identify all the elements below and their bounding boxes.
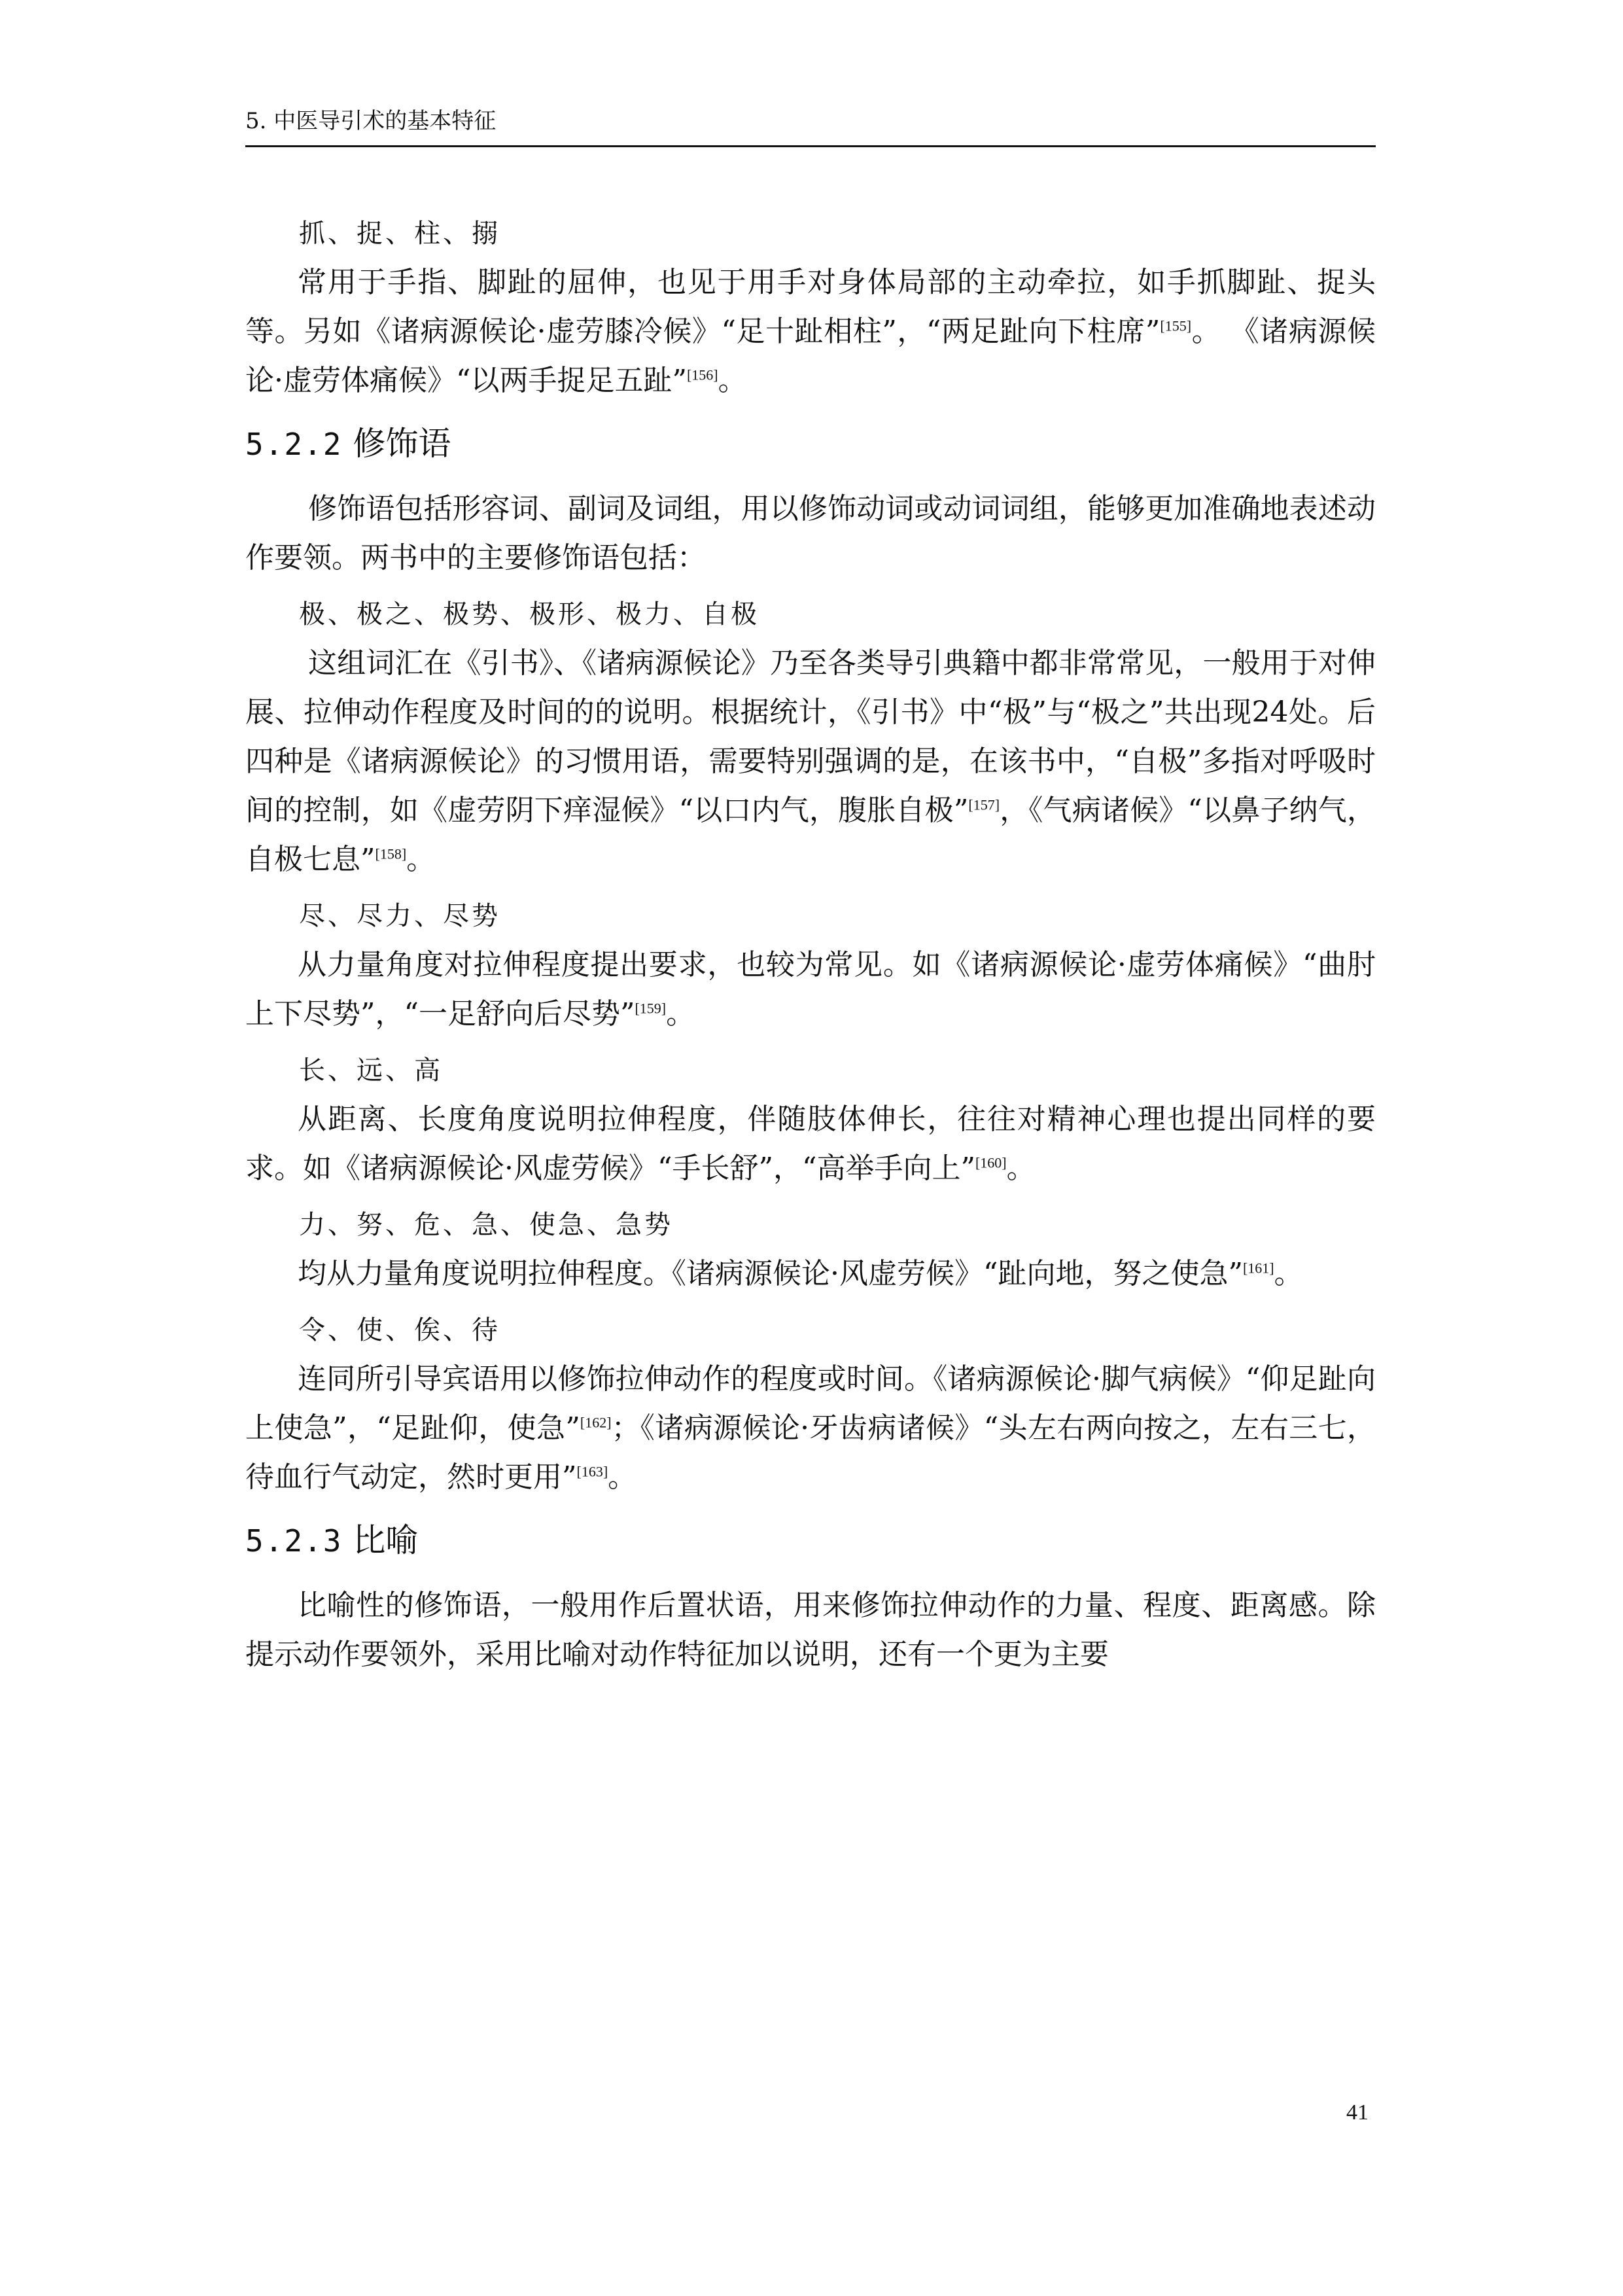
term-line: 长、远、高 xyxy=(299,1055,443,1086)
paragraph: 修饰语包括形容词、副词及词组，用以修饰动词或动词词组，能够更加准确地表述动作要领。两书中的主要修饰语包括： xyxy=(245,492,1376,574)
citation: [157] xyxy=(968,796,1000,813)
page-number: 41 xyxy=(1346,2100,1369,2125)
citation: [156] xyxy=(686,366,718,383)
term-line: 抓、捉、柱、搦 xyxy=(299,219,500,249)
header-rule xyxy=(245,145,1376,147)
citation: [161] xyxy=(1242,1260,1274,1277)
paragraph: 连同所引导宾语用以修饰拉伸动作的程度或时间。《诸病源候论·脚气病候》“仰足趾向上使急”，“足趾仰，使急”[162]；《诸病源候论·牙齿病诸候》“头左右两向按之，左右三七，待血行气动定，然时更用”[163]。 xyxy=(245,1362,1376,1494)
term-line: 尽、尽力、尽势 xyxy=(299,901,500,931)
citation: [162] xyxy=(580,1414,612,1431)
term-line: 令、使、俟、待 xyxy=(299,1315,500,1345)
paragraph: 从力量角度对拉伸程度提出要求，也较为常见。如《诸病源候论·虚劳体痛候》“曲肘上下尽势”，“一足舒向后尽势”[159]。 xyxy=(245,948,1376,1031)
running-header: 5. 中医导引术的基本特征 xyxy=(245,108,497,134)
citation: [155] xyxy=(1160,317,1192,334)
paragraph: 比喻性的修饰语，一般用作后置状语，用来修饰拉伸动作的力量、程度、距离感。除提示动作要领外，采用比喻对动作特征加以说明，还有一个更为主要 xyxy=(245,1589,1376,1671)
paragraph: 这组词汇在《引书》、《诸病源候论》乃至各类导引典籍中都非常常见，一般用于对伸展、拉伸动作程度及时间的的说明。根据统计，《引书》中“极”与“极之”共出现24处。后四种是《诸病源候论》的习惯用语，需要特别强调的是，在该书中，“自极”多指对呼吸时间的控制，如《虚劳阴下痒湿候》“以口内气，腹胀自极”[157]，《气病诸候》“以鼻子纳气，自极七息”[158]。 xyxy=(245,646,1376,876)
citation: [158] xyxy=(375,845,407,862)
term-line: 力、努、危、急、使急、急势 xyxy=(299,1210,673,1240)
section-heading: 5.2.3 比喻 xyxy=(245,1521,419,1559)
section-heading: 5.2.2 修饰语 xyxy=(245,425,451,463)
citation: [159] xyxy=(635,1000,667,1017)
page-body xyxy=(245,202,1376,1679)
citation: [163] xyxy=(576,1463,608,1480)
paragraph: 均从力量角度说明拉伸程度。《诸病源候论·风虚劳候》“趾向地，努之使急”[161]。 xyxy=(298,1257,1303,1290)
term-line: 极、极之、极势、极形、极力、自极 xyxy=(299,599,759,629)
paragraph: 从距离、长度角度说明拉伸程度，伴随肢体伸长，往往对精神心理也提出同样的要求。如《诸病源候论·风虚劳候》“手长舒”，“高举手向上”[160]。 xyxy=(245,1103,1376,1185)
paragraph: 常用于手指、脚趾的屈伸，也见于用手对身体局部的主动牵拉，如手抓脚趾、捉头等。另如《诸病源候论·虚劳膝冷候》“足十趾相柱”，“两足趾向下柱席”[155]。 《诸病源候论·虚劳体痛候》“以两手捉足五趾”[156]。 xyxy=(245,266,1376,397)
citation: [160] xyxy=(975,1154,1007,1171)
